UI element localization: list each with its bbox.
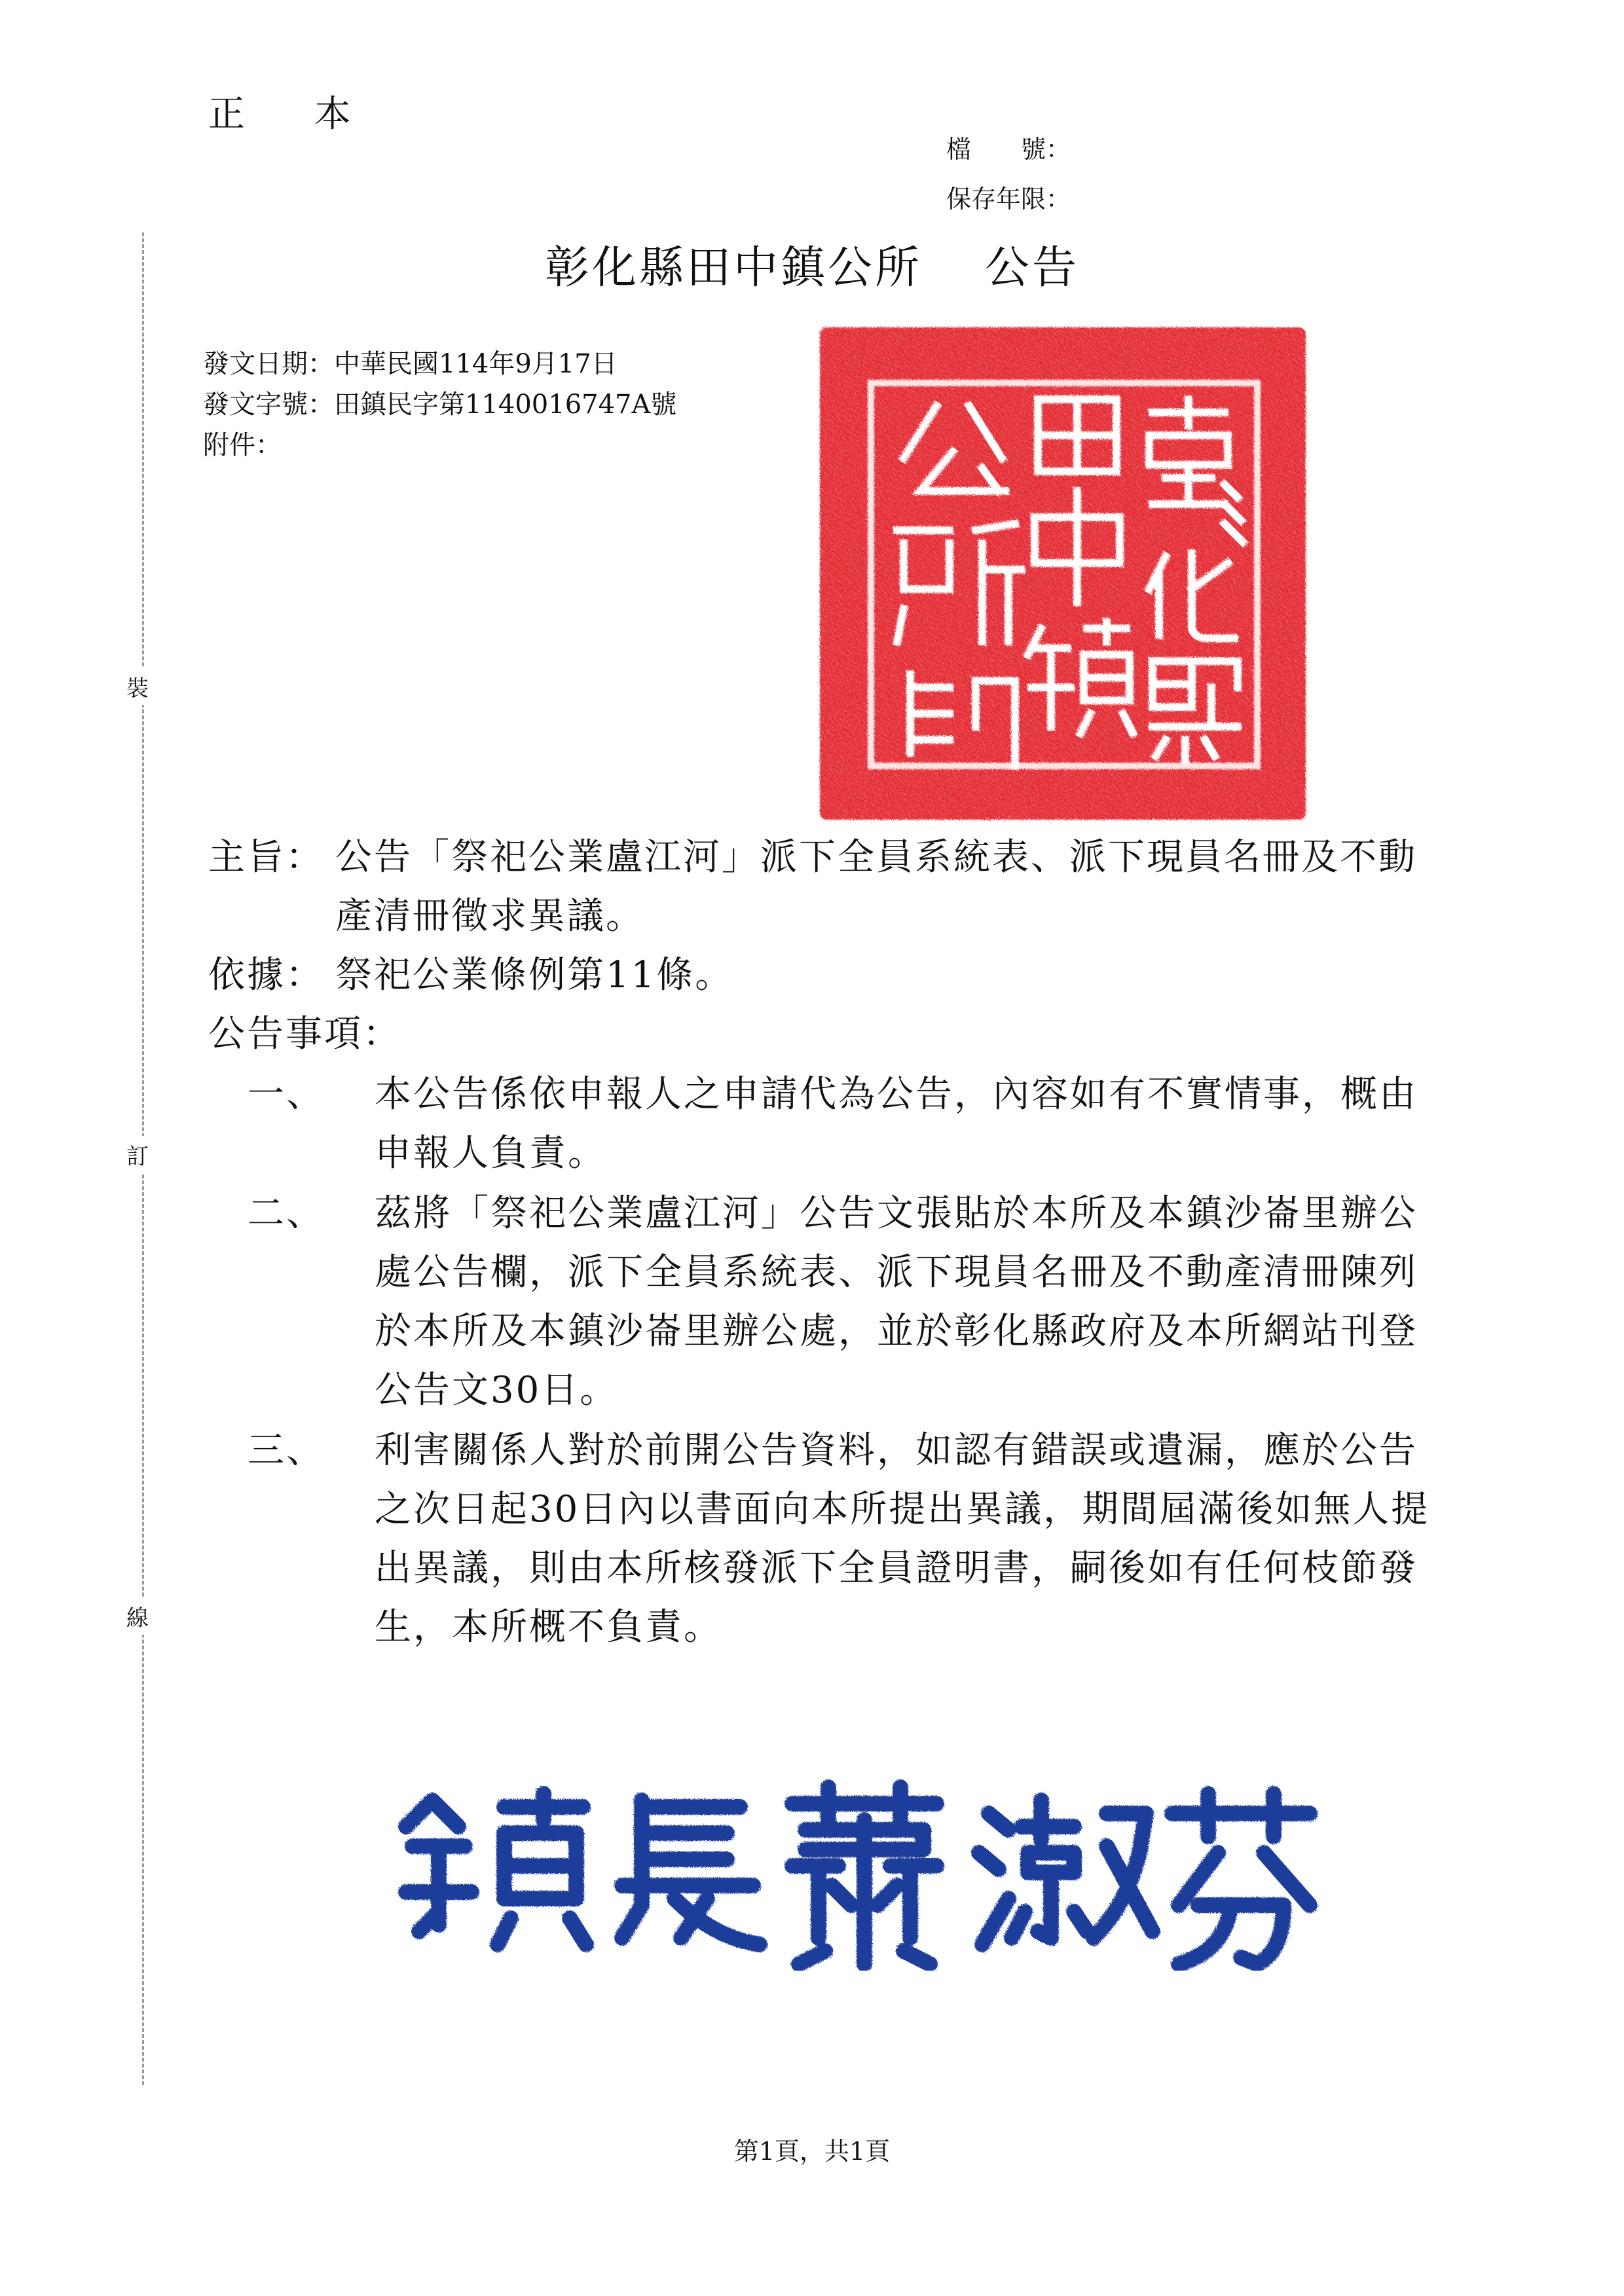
issue-date-row <box>203 344 676 384</box>
basis-paragraph <box>208 946 1452 1005</box>
mayor-signature-stamp <box>367 1768 1349 1971</box>
attachment-row <box>203 425 676 465</box>
list-item <box>248 1421 1452 1657</box>
list-item <box>248 1184 1452 1420</box>
document-number-value: 田鎮民字第1140016747A號 <box>334 390 677 420</box>
item-number: 三、 <box>248 1429 325 1472</box>
header-fields <box>203 344 676 465</box>
document-body <box>208 828 1452 1657</box>
item-text: 利害關係人對於前開公告資料，如認有錯誤或遺漏，應於公告之次日起30日內以書面向本所提出異議，期間屆滿後如無人提出異議，則由本所核發派下全員證明書，嗣後如有任何枝節發生，本所概不負責。 <box>375 1429 1430 1649</box>
document-number-row <box>203 384 676 425</box>
item-text: 茲將「祭祀公業盧江河」公告文張貼於本所及本鎮沙崙里辦公處公告欄，派下全員系統表、派下現員名冊及不動產清冊陳列於本所及本鎮沙崙里辦公處，並於彰化縣政府及本所網站刊登公告文30日。 <box>375 1192 1418 1412</box>
items-heading: 公告事項： <box>208 1013 401 1055</box>
basis-label: 依據： <box>208 954 324 996</box>
page-number: 第1頁，共1頁 <box>733 2137 891 2166</box>
basis-text: 祭祀公業條例第11條。 <box>335 954 734 996</box>
issue-date-value: 中華民國114年9月17日 <box>334 349 618 379</box>
copy-mark: 正 本 <box>208 93 380 136</box>
item-number: 一、 <box>248 1073 325 1116</box>
subject-paragraph <box>208 828 1452 946</box>
item-text: 本公告係依申報人之申請代為公告，內容如有不實情事，概由申報人負責。 <box>375 1073 1418 1175</box>
file-number-label: 檔 號： <box>946 135 1071 164</box>
retention-period-label: 保存年限： <box>946 185 1071 213</box>
item-number: 二、 <box>248 1192 325 1235</box>
issue-date-label: 發文日期： <box>203 349 334 379</box>
subject-text: 公告「祭祀公業盧江河」派下全員系統表、派下現員名冊及不動產清冊徵求異議。 <box>335 836 1417 938</box>
attachment-label: 附件： <box>203 430 282 460</box>
official-seal-stamp <box>812 321 1313 825</box>
agency-name: 彰化縣田中鎮公所 <box>544 242 922 294</box>
binding-mark-xian: 線 <box>126 1597 149 1635</box>
page-title <box>0 232 1624 296</box>
list-item <box>248 1065 1452 1183</box>
subject-label: 主旨： <box>208 836 324 879</box>
file-meta <box>946 124 1071 224</box>
binding-mark-ding: 訂 <box>126 1136 149 1173</box>
document-number-label: 發文字號： <box>203 390 334 420</box>
binding-mark-zhuang: 裝 <box>126 668 149 705</box>
document-type: 公告 <box>985 242 1080 294</box>
